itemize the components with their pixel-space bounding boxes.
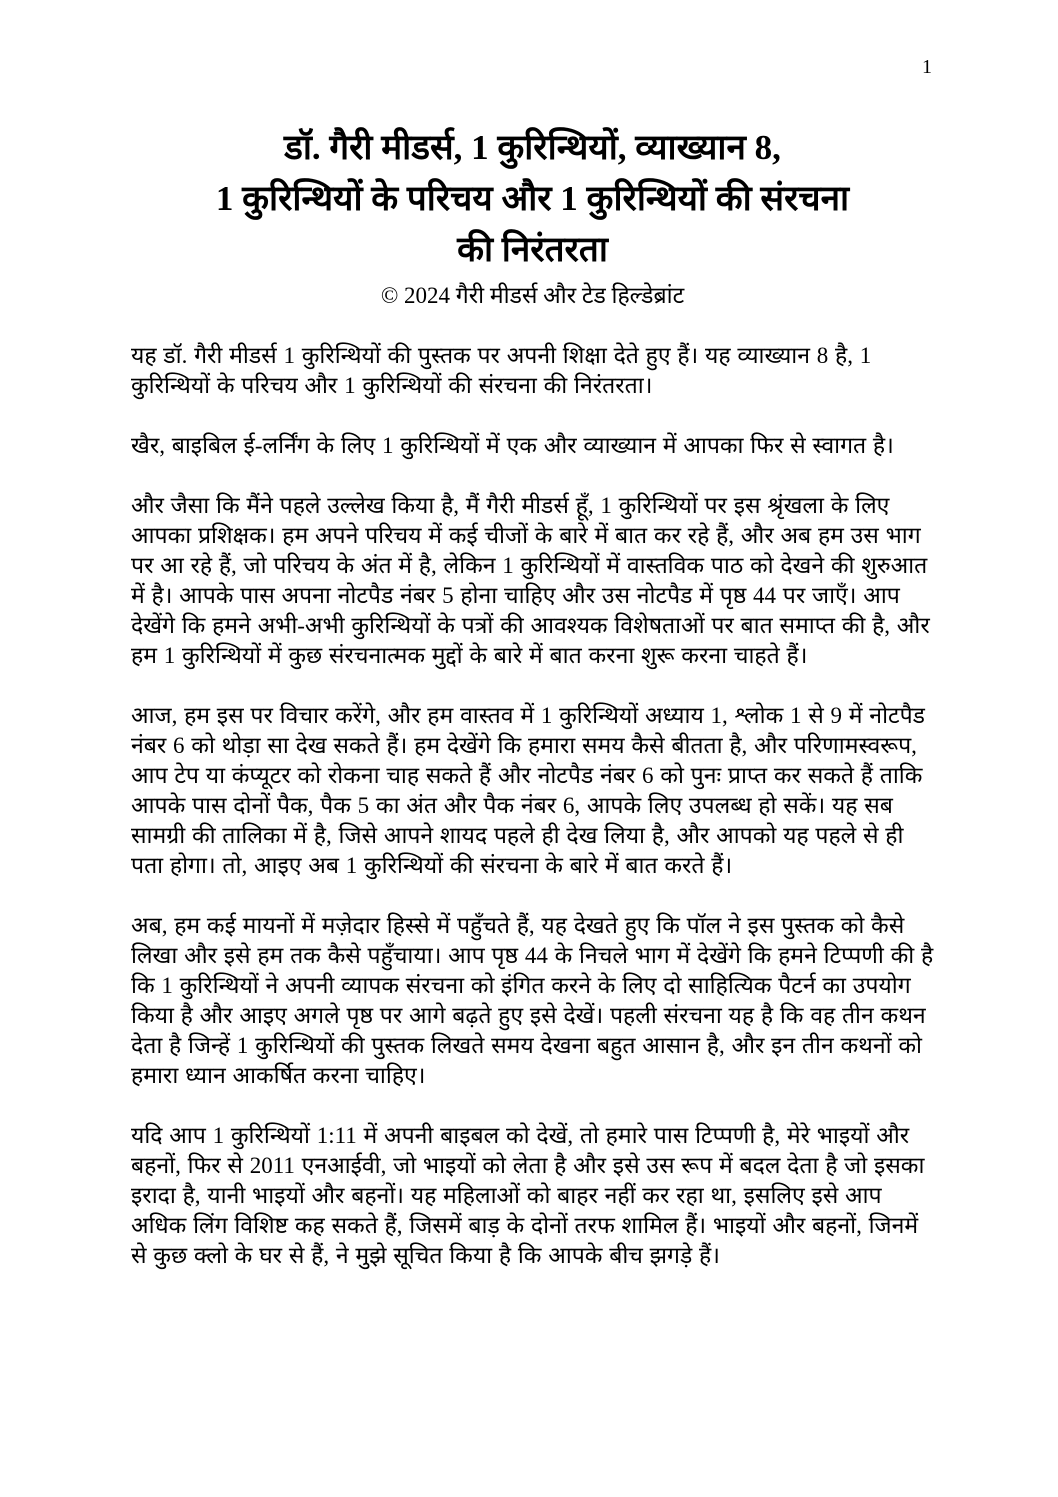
paragraph-today-plan: आज, हम इस पर विचार करेंगे, और हम वास्तव में 1 कुरिन्थियों अध्याय 1, श्लोक 1 से 9 में नोटपैड नंबर 6 को थोड़ा सा देख सकते हैं। हम देखेंगे कि हमारा समय कैसे बीतता है, और परिणामस्वरूप, आप टेप या कंप्यूटर को रोकना चाह सकते हैं और नोटपैड नंबर 6 को पुनः प्राप्त कर सकते हैं ताकि आपके पास दोनों पैक, पैक 5 का अंत और पैक नंबर 6, आपके लिए उपलब्ध हो सकें। यह सब सामग्री की तालिका में है, जिसे आपने शायद पहले ही देख लिया है, और आपको यह पहले से ही पता होगा। तो, आइए अब 1 कुरिन्थियों की संरचना के बारे में बात करते हैं। [131, 703, 925, 879]
transcript-body [131, 341, 934, 1271]
paragraph-verse-1-11: यदि आप 1 कुरिन्थियों 1:11 में अपनी बाइबल को देखें, तो हमारे पास टिप्पणी है, मेरे भाइयों और बहनों, फिर से 2011 एनआईवी, जो भाइयों को लेता है और इसे उस रूप में बदल देता है जो इसका इरादा है, यानी भाइयों और बहनों। यह महिलाओं को बाहर नहीं कर रहा था, इसलिए इसे आप अधिक लिंग विशिष्ट कह सकते हैं, जिसमें बाड़ के दोनों तरफ शामिल हैं। भाइयों और बहनों, जिनमें से कुछ क्लो के घर से हैं, ने मुझे सूचित किया है कि आपके बीच झगड़े हैं। [131, 1123, 925, 1269]
title-line-2: 1 कुरिन्थियों के परिचय और 1 कुरिन्थियों की संरचना [215, 178, 850, 218]
title-line-3: की निरंतरता [457, 229, 608, 269]
page-number: 1 [922, 56, 932, 78]
copyright-line: © 2024 गैरी मीडर्स और टेड हिल्डेब्रांट [380, 283, 685, 309]
paragraph-intro: यह डॉ. गैरी मीडर्स 1 कुरिन्थियों की पुस्तक पर अपनी शिक्षा देते हुए हैं। यह व्याख्यान 8 है, 1 कुरिन्थियों के परिचय और 1 कुरिन्थियों की संरचना की निरंतरता। [131, 343, 872, 399]
paragraph-structure: अब, हम कई मायनों में मज़ेदार हिस्से में पहुँचते हैं, यह देखते हुए कि पॉल ने इस पुस्तक को कैसे लिखा और इसे हम तक कैसे पहुँचाया। आप पृष्ठ 44 के निचले भाग में देखेंगे कि हमने टिप्पणी की है कि 1 कुरिन्थियों ने अपनी व्यापक संरचना को इंगित करने के लिए दो साहित्यिक पैटर्न का उपयोग किया है और आइए अगले पृष्ठ पर आगे बढ़ते हुए इसे देखें। पहली संरचना यह है कि वह तीन कथन देता है जिन्हें 1 कुरिन्थियों की पुस्तक लिखते समय देखना बहुत आसान है, और इन तीन कथनों को हमारा ध्यान आकर्षित करना चाहिए। [131, 913, 934, 1089]
title-line-1: डॉ. गैरी मीडर्स, 1 कुरिन्थियों, व्याख्यान 8, [284, 128, 781, 167]
paragraph-instructor: और जैसा कि मैंने पहले उल्लेख किया है, मैं गैरी मीडर्स हूँ, 1 कुरिन्थियों पर इस श्रृंखला के लिए आपका प्रशिक्षक। हम अपने परिचय में कई चीजों के बारे में बात कर रहे हैं, और अब हम उस भाग पर आ रहे हैं, जो परिचय के अंत में है, लेकिन 1 कुरिन्थियों में वास्तविक पाठ को देखने की शुरुआत में है। आपके पास अपना नोटपैड नंबर 5 होना चाहिए और उस नोटपैड में पृष्ठ 44 पर जाएँ। आप देखेंगे कि हमने अभी-अभी कुरिन्थियों के पत्रों की आवश्यक विशेषताओं पर बात समाप्त की है, और हम 1 कुरिन्थियों में कुछ संरचनात्मक मुद्दों के बारे में बात करना शुरू करना चाहते हैं। [131, 493, 930, 669]
document-title [131, 123, 934, 275]
paragraph-welcome: खैर, बाइबिल ई-लर्निंग के लिए 1 कुरिन्थियों में एक और व्याख्यान में आपका फिर से स्वागत है। [131, 433, 894, 459]
